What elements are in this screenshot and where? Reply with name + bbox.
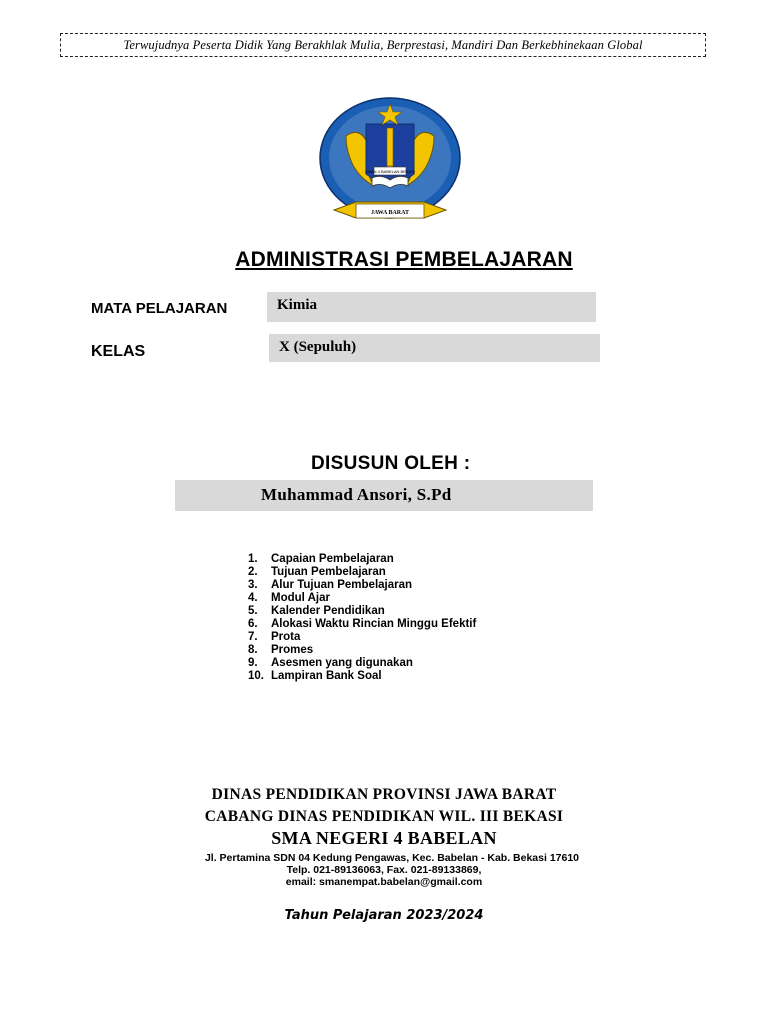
institution-line-1: DINAS PENDIDIKAN PROVINSI JAWA BARAT	[211, 786, 557, 803]
list-item	[248, 592, 476, 605]
list-item-label: Kalender Pendidikan	[271, 605, 385, 617]
list-item-label: Asesmen yang digunakan	[271, 657, 413, 669]
list-item-label: Modul Ajar	[271, 592, 330, 604]
list-item-number: 2.	[248, 566, 258, 578]
school-phone: Telp. 021-89136063, Fax. 021-89133869,	[286, 864, 482, 876]
list-item	[248, 644, 476, 657]
school-name: SMA NEGERI 4 BABELAN	[271, 828, 497, 848]
list-item-label: Alokasi Waktu Rincian Minggu Efektif	[271, 618, 477, 630]
document-list	[248, 553, 476, 683]
school-email: email: smanempat.babelan@gmail.com	[285, 876, 483, 888]
school-address: Jl. Pertamina SDN 04 Kedung Pengawas, Kec. Babelan - Kab. Bekasi 17610	[204, 852, 580, 864]
list-item-label: Lampiran Bank Soal	[271, 670, 382, 682]
list-item	[248, 553, 476, 566]
list-item-number: 8.	[248, 644, 258, 656]
list-item-number: 7.	[248, 631, 258, 643]
kelas-field: X (Sepuluh)	[269, 334, 600, 362]
list-item	[248, 579, 476, 592]
list-item-number: 5.	[248, 605, 258, 617]
motto-text: Terwujudnya Peserta Didik Yang Berakhlak Mulia, Berprestasi, Mandiri Dan Berkebhinekaan Global	[123, 38, 643, 52]
list-item-number: 3.	[248, 579, 258, 591]
emblem-ribbon-text: JAWA BARAT	[370, 210, 410, 216]
list-item-number: 9.	[248, 657, 258, 669]
list-item	[248, 566, 476, 579]
author-heading: DISUSUN OLEH :	[311, 453, 471, 474]
page-title: ADMINISTRASI PEMBELAJARAN	[235, 248, 573, 271]
list-item-label: Tujuan Pembelajaran	[271, 566, 386, 578]
list-item	[248, 605, 476, 618]
motto-banner	[60, 33, 706, 57]
list-item	[248, 670, 476, 683]
institution-line-2: CABANG DINAS PENDIDIKAN WIL. III BEKASI	[204, 808, 564, 825]
list-item-label: Capaian Pembelajaran	[271, 553, 394, 565]
list-item-label: Prota	[271, 631, 301, 643]
list-item-number: 6.	[248, 618, 258, 630]
list-item-number: 1.	[248, 553, 258, 565]
kelas-label: KELAS	[91, 343, 146, 360]
mata-pelajaran-label: MATA PELAJARAN	[91, 300, 228, 317]
list-item-label: Alur Tujuan Pembelajaran	[271, 579, 413, 591]
list-item	[248, 631, 476, 644]
school-emblem-logo	[316, 96, 464, 232]
list-item	[248, 657, 476, 670]
emblem-banner-text: SMAN 4 BABELAN BEKASI	[364, 169, 416, 174]
mata-pelajaran-field: Kimia	[267, 292, 596, 322]
author-name-field: Muhammad Ansori, S.Pd	[175, 480, 593, 511]
academic-year: Tahun Pelajaran 2023/2024	[284, 908, 484, 923]
list-item-number: 4.	[248, 592, 258, 604]
list-item	[248, 618, 476, 631]
list-item-label: Promes	[271, 644, 314, 656]
list-item-number: 10.	[248, 670, 264, 682]
